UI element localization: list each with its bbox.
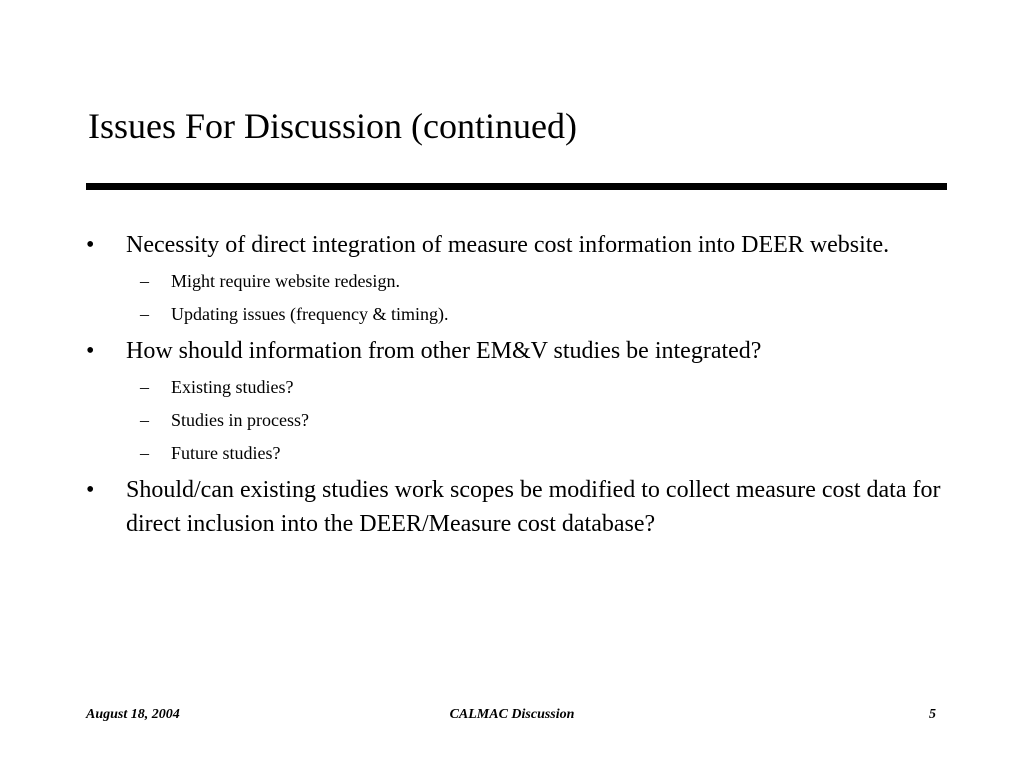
dash-icon: –: [140, 410, 149, 430]
bullet-icon: •: [86, 477, 95, 503]
bullet-text: Should/can existing studies work scopes be modified to collect measure cost data for direct inclusion into the DEER/Measure cost database?: [126, 477, 941, 537]
dash-icon: –: [140, 443, 149, 463]
bullet-list: [0, 228, 1024, 547]
page-number: 5: [929, 707, 936, 722]
sub-bullet-item: [0, 407, 1024, 433]
slide-title: Issues For Discussion (continued): [88, 106, 577, 146]
bullet-icon: •: [86, 338, 95, 364]
bullet-item: [0, 473, 1024, 541]
footer-date: August 18, 2004: [86, 707, 180, 722]
footer-title: CALMAC Discussion: [449, 707, 575, 722]
sub-bullet-text: Updating issues (frequency & timing).: [171, 304, 449, 324]
dash-icon: –: [140, 271, 149, 291]
dash-icon: –: [140, 304, 149, 324]
sub-bullet-text: Studies in process?: [171, 410, 309, 430]
bullet-item: [0, 334, 1024, 368]
sub-bullet-item: [0, 268, 1024, 294]
bullet-icon: •: [86, 232, 95, 258]
dash-icon: –: [140, 377, 149, 397]
sub-bullet-text: Existing studies?: [171, 377, 294, 397]
sub-bullet-text: Might require website redesign.: [171, 271, 400, 291]
sub-bullet-item: [0, 374, 1024, 400]
title-divider: [86, 183, 947, 190]
bullet-item: [0, 228, 1024, 262]
sub-bullet-item: [0, 301, 1024, 327]
bullet-text: How should information from other EM&V studies be integrated?: [126, 338, 762, 364]
sub-bullet-item: [0, 440, 1024, 466]
sub-bullet-text: Future studies?: [171, 443, 281, 463]
bullet-text: Necessity of direct integration of measure cost information into DEER website.: [126, 232, 890, 258]
